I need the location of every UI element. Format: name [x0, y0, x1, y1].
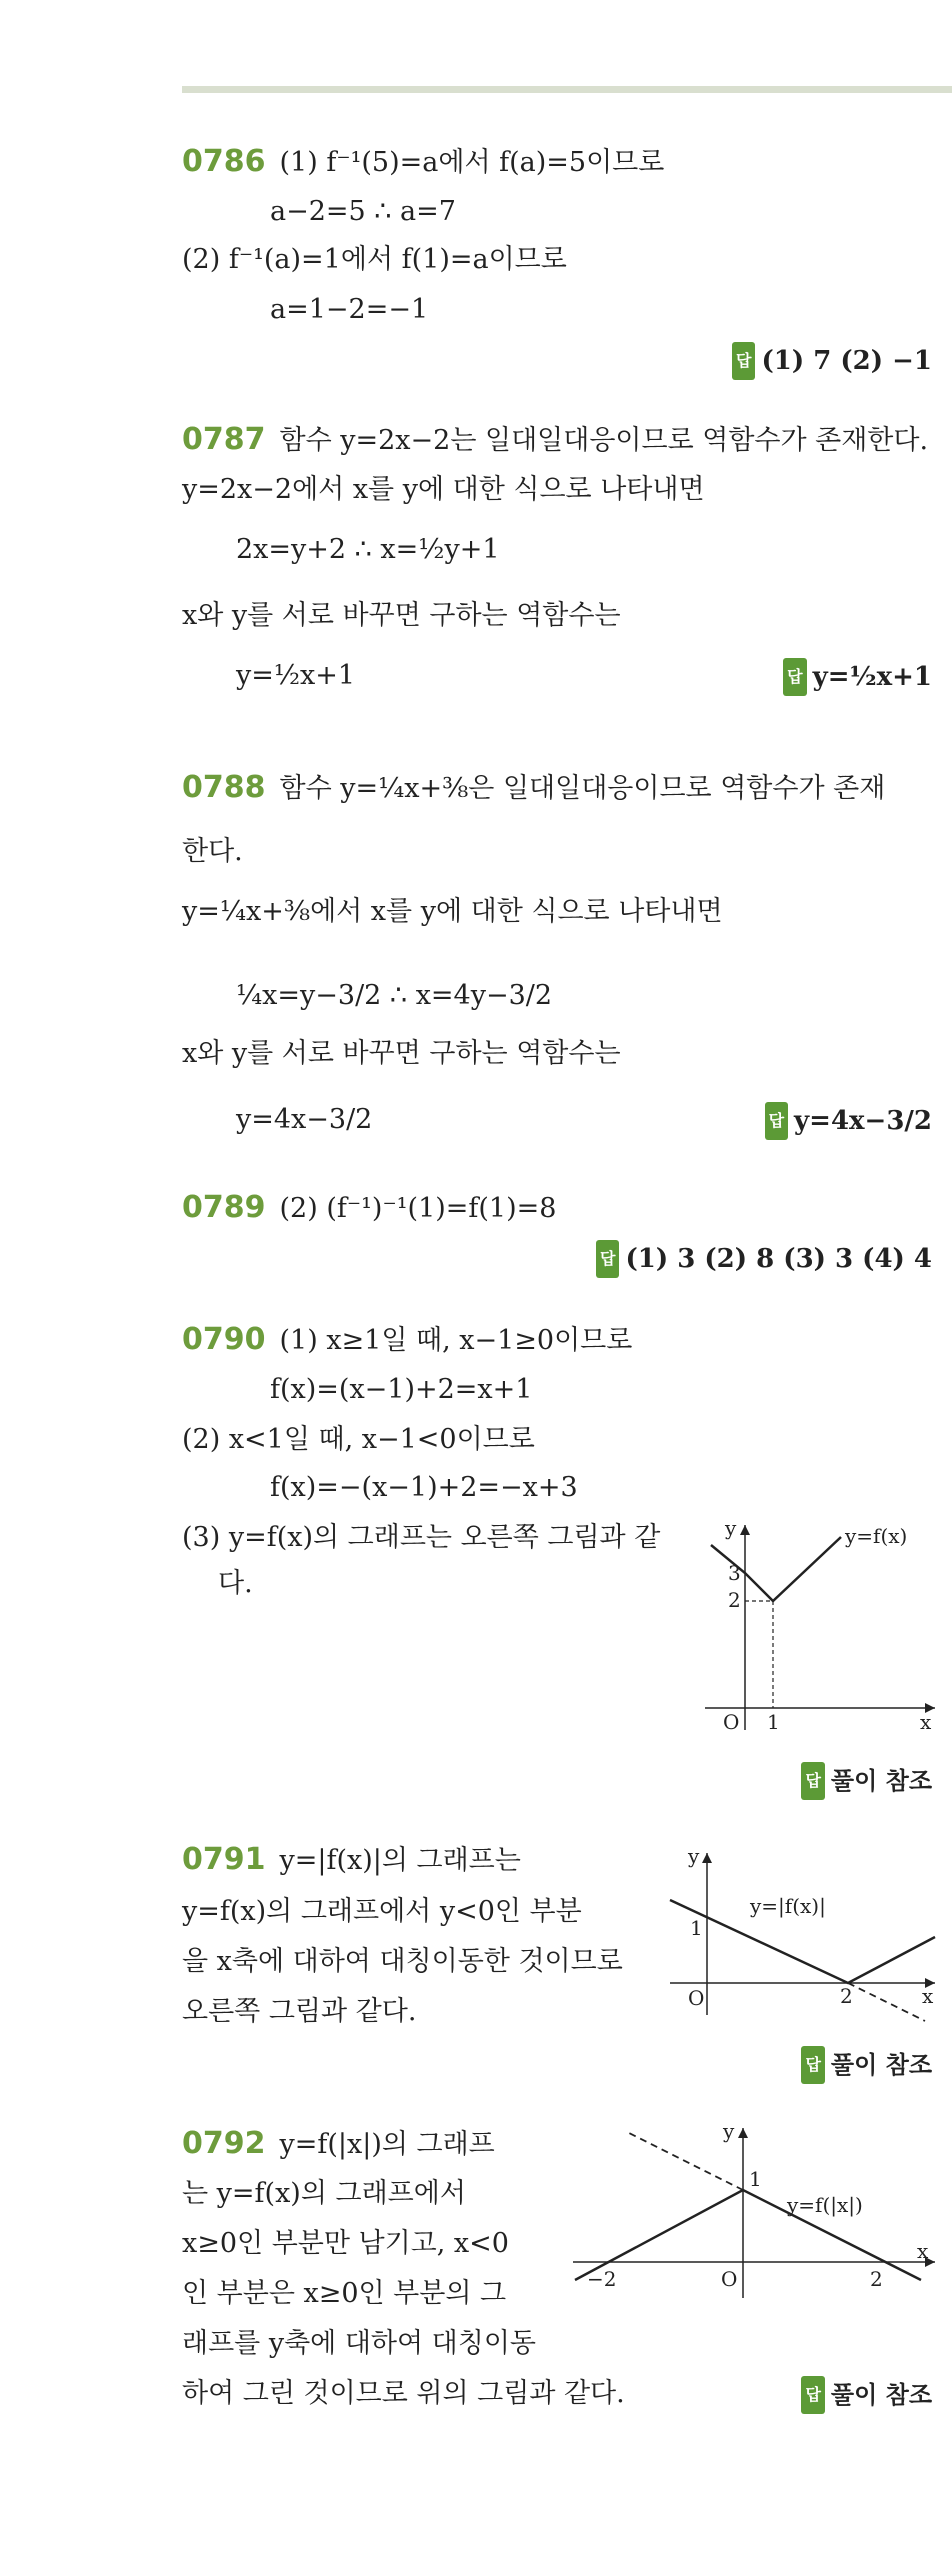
problem-number: 0787	[182, 422, 266, 457]
problem-0790-line2: f(x)=(x−1)+2=x+1	[270, 1374, 533, 1405]
problem-0788-line3: y=¼x+⅜에서 x를 y에 대한 식으로 나타내면	[182, 896, 723, 927]
problem-0786-line3: (2) f⁻¹(a)=1에서 f(1)=a이므로	[182, 244, 567, 275]
answer-0790: 답 풀이 참조	[801, 1762, 932, 1800]
problem-0790-line3: (2) x<1일 때, x−1<0이므로	[182, 1424, 535, 1455]
answer-0787: 답 y=½x+1	[783, 658, 932, 696]
problem-0788-line2: 한다.	[182, 836, 243, 867]
tick-2: 2	[840, 1984, 853, 2008]
origin-label: O	[721, 2267, 738, 2291]
problem-0790-line4: f(x)=−(x−1)+2=−x+3	[270, 1472, 578, 1503]
problem-0787-line2: y=2x−2에서 x를 y에 대한 식으로 나타내면	[182, 474, 705, 505]
answer-badge: 답	[801, 1762, 824, 1800]
problem-0792-line3: x≥0인 부분만 남기고, x<0	[182, 2228, 509, 2259]
function-label: y=|f(x)|	[750, 1894, 826, 1918]
problem-0791-line1: 0791 y=|f(x)|의 그래프는	[182, 1842, 521, 1877]
tick-1: 1	[767, 1710, 780, 1734]
tick-1: 1	[690, 1916, 703, 1940]
answer-0788: 답 y=4x−3/2	[765, 1102, 932, 1140]
problem-0787-line4: x와 y를 서로 바꾸면 구하는 역함수는	[182, 600, 621, 631]
problem-0789-line1: 0789 (2) (f⁻¹)⁻¹(1)=f(1)=8	[182, 1190, 557, 1225]
answer-0789: 답 (1) 3 (2) 8 (3) 3 (4) 4	[596, 1240, 932, 1278]
origin-label: O	[723, 1710, 740, 1734]
function-label: y=f(x)	[845, 1524, 908, 1548]
answer-0792: 답 풀이 참조	[801, 2376, 932, 2414]
problem-0791-line2: y=f(x)의 그래프에서 y<0인 부분	[182, 1896, 582, 1927]
graph-0790	[695, 1515, 945, 1740]
problem-number: 0791	[182, 1842, 266, 1877]
answer-badge: 답	[596, 1240, 619, 1278]
answer-badge: 답	[801, 2046, 824, 2084]
problem-0790-line5: (3) y=f(x)의 그래프는 오른쪽 그림과 같	[182, 1522, 661, 1553]
problem-0792-line2: 는 y=f(x)의 그래프에서	[182, 2178, 466, 2209]
problem-0788-line4: ¼x=y−3/2 ∴ x=4y−3/2	[236, 980, 553, 1011]
x-axis-label: x	[922, 1984, 934, 2008]
tick-3: 3	[728, 1561, 741, 1585]
problem-0792-line1: 0792 y=f(|x|)의 그래프	[182, 2126, 495, 2161]
problem-0790-line1: 0790 (1) x≥1일 때, x−1≥0이므로	[182, 1322, 633, 1357]
problem-0792-line6: 하여 그린 것이므로 위의 그림과 같다.	[182, 2378, 625, 2409]
graph-0792	[565, 2120, 945, 2305]
answer-badge: 답	[801, 2376, 824, 2414]
tick-minus-2: −2	[587, 2267, 617, 2291]
problem-0787-line1: 0787 함수 y=2x−2는 일대일대응이므로 역함수가 존재한다.	[182, 422, 929, 457]
problem-number: 0788	[182, 770, 266, 805]
x-axis-label: x	[917, 2239, 929, 2263]
problem-0791-line4: 오른쪽 그림과 같다.	[182, 1996, 417, 2027]
problem-number: 0786	[182, 144, 266, 179]
problem-0790-line6: 다.	[218, 1568, 253, 1599]
problem-0791-line3: 을 x축에 대하여 대칭이동한 것이므로	[182, 1946, 623, 1977]
problem-0788-line5: x와 y를 서로 바꾸면 구하는 역함수는	[182, 1038, 621, 1069]
y-axis-label: y	[725, 1516, 737, 1540]
x-axis-label: x	[920, 1710, 932, 1734]
answer-0791: 답 풀이 참조	[801, 2046, 932, 2084]
tick-1: 1	[749, 2167, 762, 2191]
problem-0787-line3: 2x=y+2 ∴ x=½y+1	[236, 534, 500, 565]
top-rule	[182, 86, 952, 93]
problem-number: 0789	[182, 1190, 266, 1225]
graph-0791	[660, 1845, 945, 2030]
problem-0786-line2: a−2=5 ∴ a=7	[270, 196, 456, 227]
problem-0786-line1: 0786 (1) f⁻¹(5)=a에서 f(a)=5이므로	[182, 144, 665, 179]
problem-number: 0792	[182, 2126, 266, 2161]
y-axis-label: y	[723, 2120, 735, 2143]
answer-0786: 답 (1) 7 (2) −1	[732, 342, 932, 380]
answer-badge: 답	[783, 658, 806, 696]
problem-0792-line4: 인 부분은 x≥0인 부분의 그	[182, 2278, 507, 2309]
problem-number: 0790	[182, 1322, 266, 1357]
function-label: y=f(|x|)	[787, 2193, 863, 2217]
problem-0788-line6: y=4x−3/2	[236, 1104, 373, 1135]
y-axis-label: y	[688, 1845, 700, 1868]
problem-0787-line5: y=½x+1	[236, 660, 356, 691]
tick-2: 2	[870, 2267, 883, 2291]
problem-0786-line4: a=1−2=−1	[270, 294, 429, 325]
origin-label: O	[688, 1986, 705, 2010]
answer-badge: 답	[765, 1102, 788, 1140]
tick-2: 2	[728, 1588, 741, 1612]
answer-badge: 답	[732, 342, 755, 380]
problem-0792-line5: 래프를 y축에 대하여 대칭이동	[182, 2328, 536, 2359]
problem-0788-line1: 0788 함수 y=¼x+⅜은 일대일대응이므로 역함수가 존재	[182, 770, 886, 805]
